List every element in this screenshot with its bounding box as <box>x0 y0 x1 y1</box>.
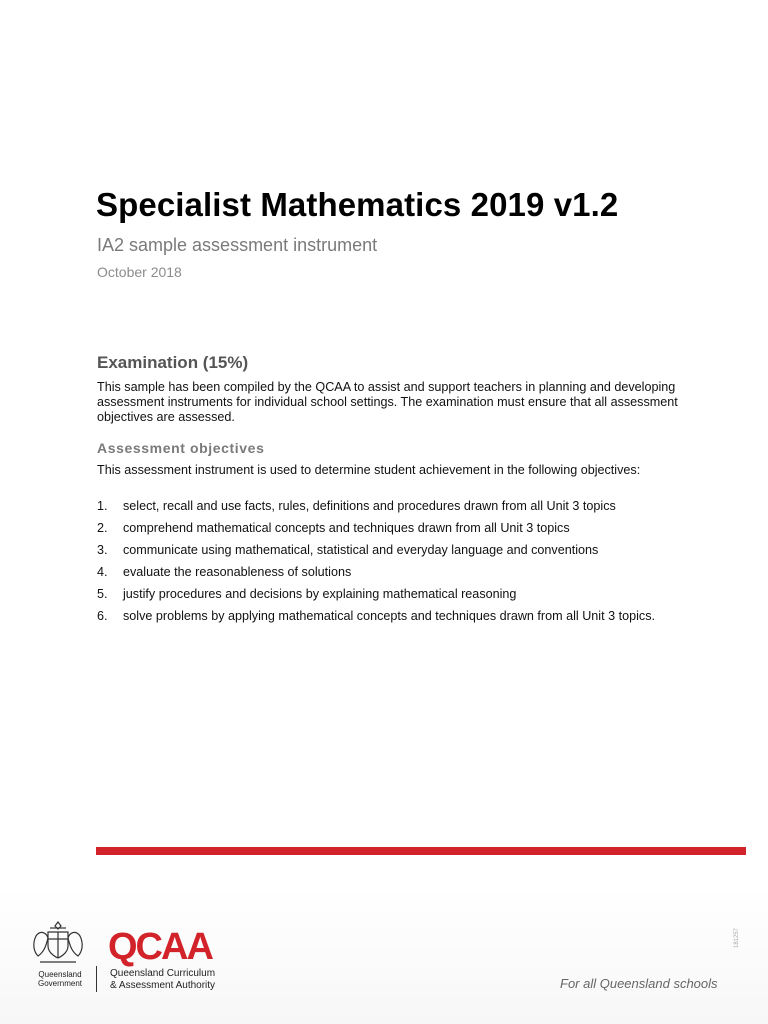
list-item-text: evaluate the reasonableness of solutions <box>123 565 352 579</box>
list-item-number: 6. <box>97 609 108 623</box>
qcaa-name-line1: Queensland Curriculum <box>110 968 216 979</box>
list-item-text: communicate using mathematical, statistical and everyday language and conventions <box>123 543 599 557</box>
red-divider-bar <box>96 847 746 855</box>
qcaa-logo: QCAA <box>108 926 212 968</box>
objectives-list <box>97 499 677 631</box>
list-item-text: comprehend mathematical concepts and techniques drawn from all Unit 3 topics <box>123 521 570 535</box>
list-item-text: justify procedures and decisions by explaining mathematical reasoning <box>123 587 517 601</box>
document-id: 181257 <box>734 927 740 948</box>
list-item <box>97 521 677 536</box>
document-title: Specialist Mathematics 2019 v1.2 <box>96 186 619 223</box>
list-item <box>97 499 677 514</box>
list-item <box>97 543 677 558</box>
list-item-number: 2. <box>97 521 108 535</box>
examination-heading: Examination (15%) <box>97 353 249 372</box>
qcaa-full-name <box>110 968 215 992</box>
list-item-number: 3. <box>97 543 108 557</box>
list-item-text: solve problems by applying mathematical concepts and techniques drawn from all Unit 3 topics. <box>123 609 656 623</box>
examination-paragraph: This sample has been compiled by the QCAA to assist and support teachers in planning and developing assessment instruments for individual school settings. The examination must ensure that all assessment objectives are assessed. <box>97 380 678 424</box>
list-item-number: 4. <box>97 565 108 579</box>
list-item <box>97 587 677 602</box>
objectives-intro: This assessment instrument is used to determine student achievement in the following objectives: <box>97 463 641 477</box>
queensland-crest-icon <box>30 918 86 970</box>
list-item <box>97 609 677 624</box>
government-label-line1: Queensland <box>38 970 82 979</box>
government-label <box>30 970 90 988</box>
qcaa-name-line2: & Assessment Authority <box>110 980 216 991</box>
objectives-heading: Assessment objectives <box>97 440 265 456</box>
footer-tagline: For all Queensland schools <box>560 976 718 991</box>
list-item-number: 5. <box>97 587 108 601</box>
document-subtitle: IA2 sample assessment instrument <box>97 235 378 255</box>
logo-divider <box>96 966 97 992</box>
list-item <box>97 565 677 580</box>
document-date: October 2018 <box>97 264 182 280</box>
list-item-number: 1. <box>97 499 108 513</box>
government-label-line2: Government <box>37 979 83 988</box>
list-item-text: select, recall and use facts, rules, definitions and procedures drawn from all Unit 3 topics <box>123 499 616 513</box>
